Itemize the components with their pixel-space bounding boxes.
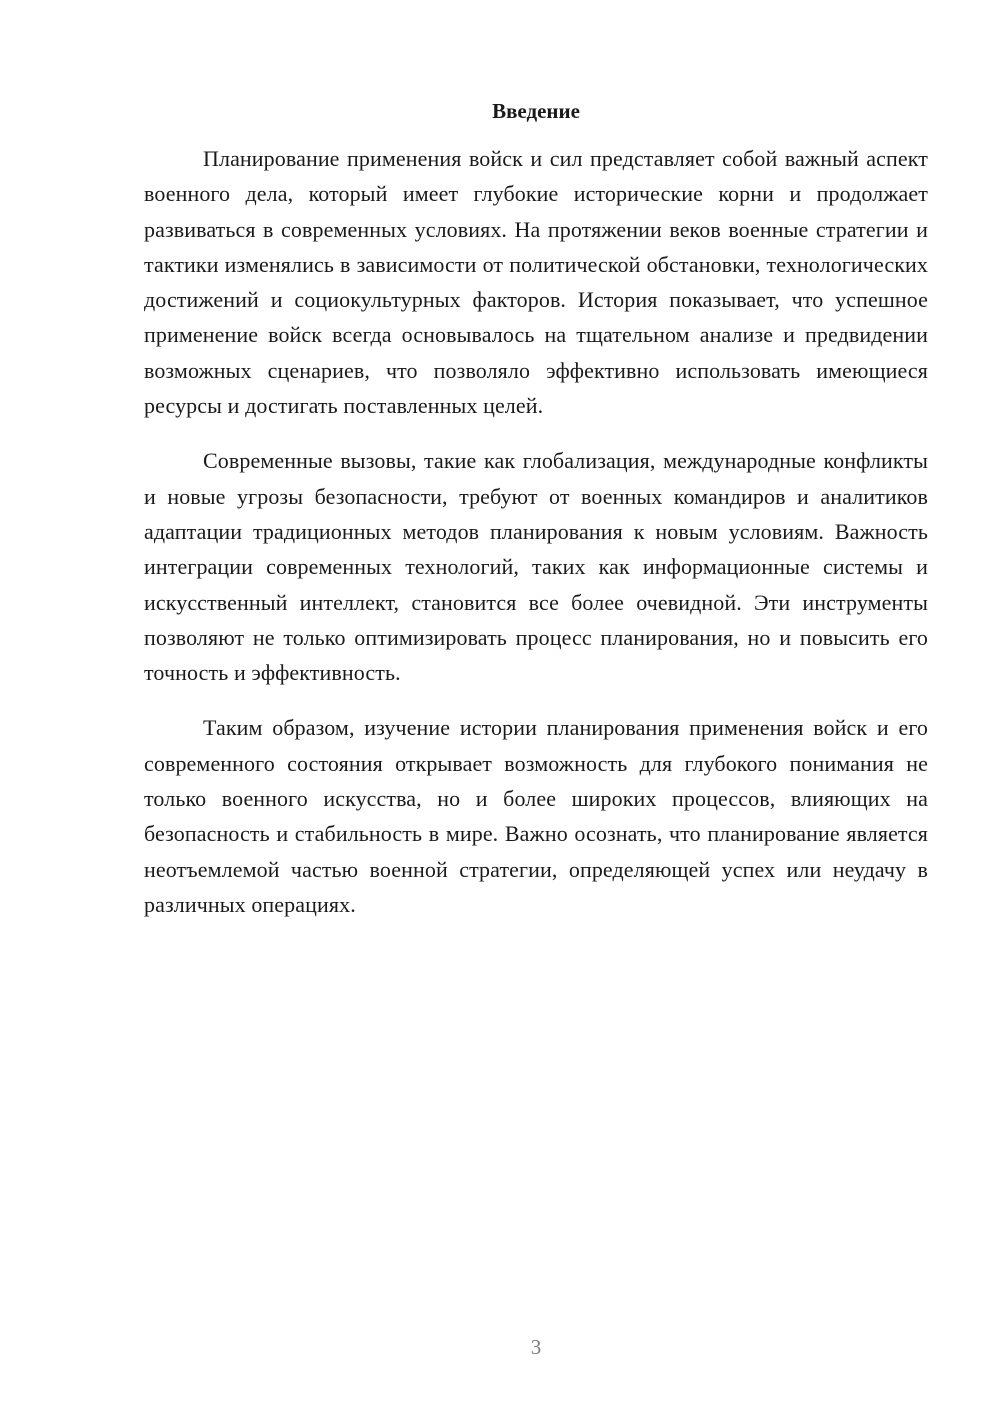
section-heading: Введение xyxy=(492,99,580,123)
body-text xyxy=(144,141,928,942)
page-number: 3 xyxy=(530,1335,542,1359)
paragraph-2: Современные вызовы, такие как глобализация, международные конфликты и новые угрозы безопасности, требуют от военных командиров и аналитиков адаптации традиционных методов планирования к новым условиям. Важность интеграции современных технологий, таких как информационные системы и искусственный интеллект, становится все более очевидной. Эти инструменты позволяют не только оптимизировать процесс планирования, но и повысить его точность и эффективность. xyxy=(144,448,928,686)
paragraph-1: Планирование применения войск и сил представляет собой важный аспект военного дела, который имеет глубокие исторические корни и продолжает развиваться в современных условиях. На протяжении веков военные стратегии и тактики изменялись в зависимости от политической обстановки, технологических достижений и социокультурных факторов. История показывает, что успешное применение войск всегда основывалось на тщательном анализе и предвидении возможных сценариев, что позволяло эффективно использовать имеющиеся ресурсы и достигать поставленных целей. xyxy=(144,146,928,419)
paragraph-3: Таким образом, изучение истории планирования применения войск и его современного состояния открывает возможность для глубокого понимания не только военного искусства, но и более широких процессов, влияющих на безопасность и стабильность в мире. Важно осознать, что планирование является неотъемлемой частью военной стратегии, определяющей успех или неудачу в различных операциях. xyxy=(144,715,928,917)
